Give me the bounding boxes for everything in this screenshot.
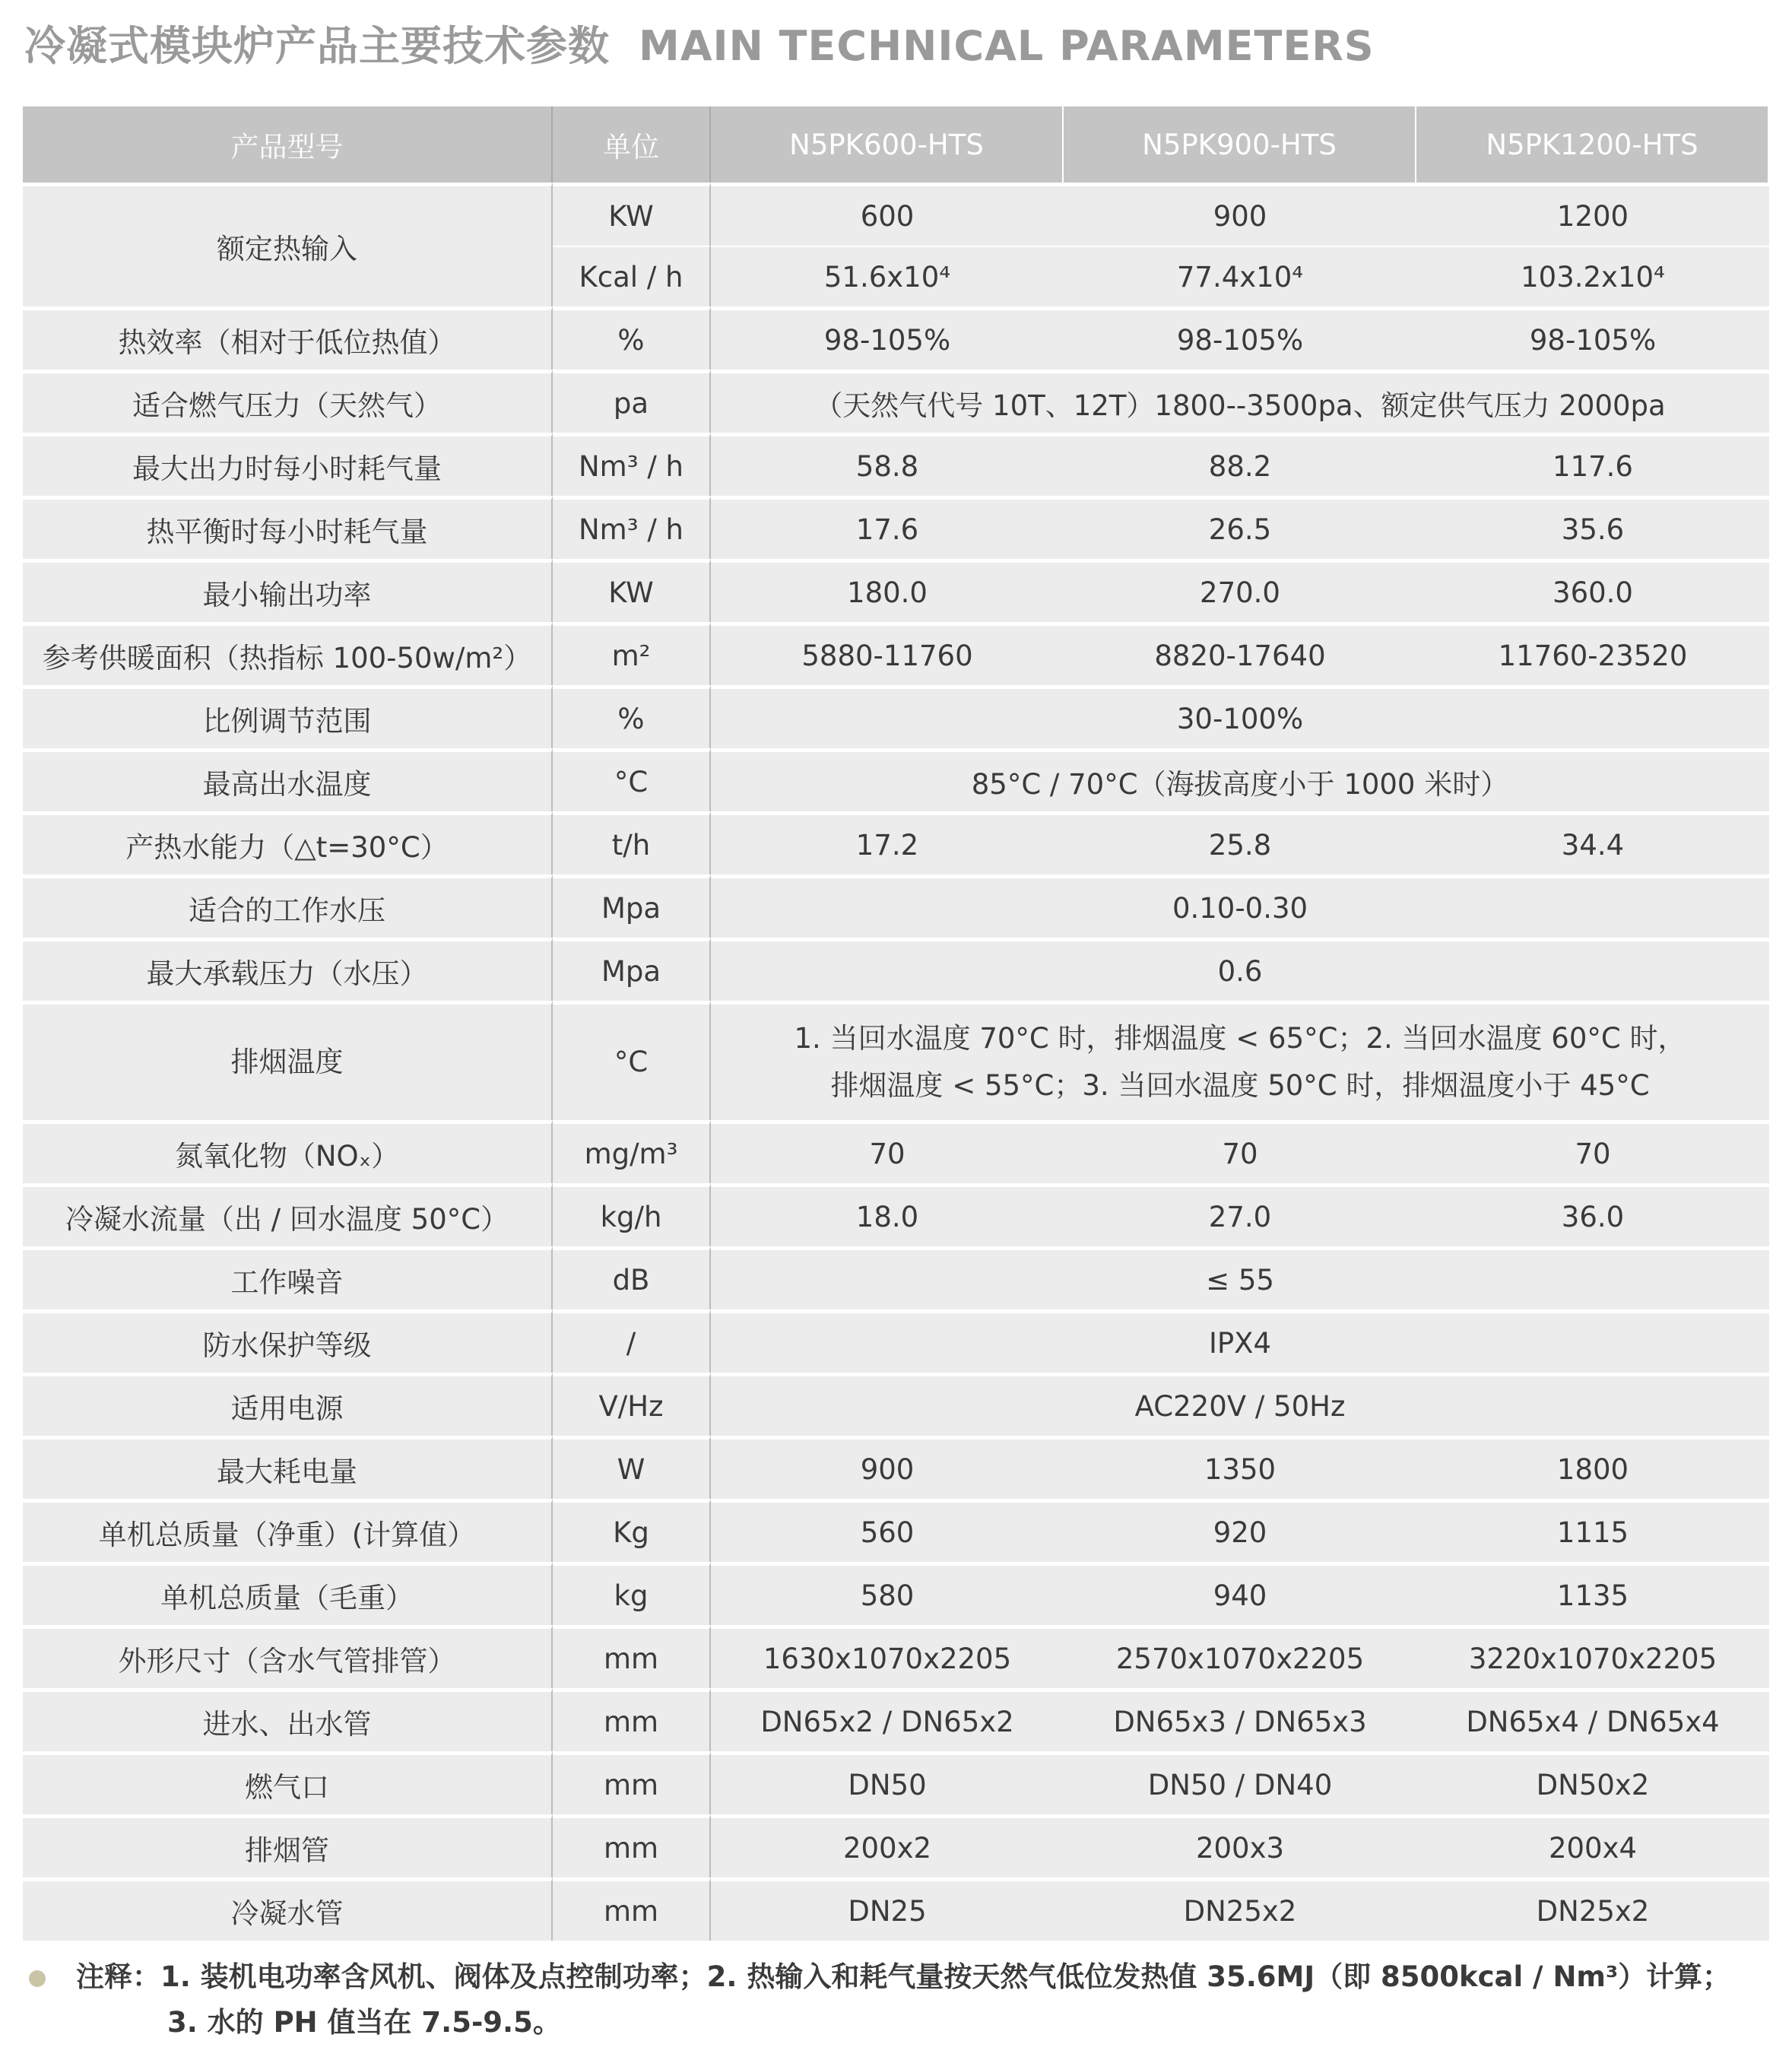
unit-cell: Kcal / h — [553, 246, 711, 306]
unit-cell: mm — [553, 1751, 711, 1814]
value-cell: 180.0 — [711, 559, 1064, 622]
unit-cell: Nm³ / h — [553, 496, 711, 559]
param-cell: 参考供暖面积（热指标 100-50w/m²） — [23, 622, 553, 685]
unit-cell: % — [553, 306, 711, 370]
param-cell: 单机总质量（净重）(计算值） — [23, 1499, 553, 1562]
merged-value-cell: 0.10-0.30 — [711, 874, 1769, 938]
value-cell: 88.2 — [1064, 433, 1416, 496]
footnote-line: 3. 水的 PH 值当在 7.5-9.5。 — [167, 2006, 561, 2039]
param-cell: 最大承载压力（水压） — [23, 938, 553, 1001]
param-cell: 进水、出水管 — [23, 1688, 553, 1751]
value-cell: 98-105% — [711, 306, 1064, 370]
merged-value-cell: 0.6 — [711, 938, 1769, 1001]
table-row — [23, 1625, 1769, 1688]
value-cell: DN25x2 — [1416, 1877, 1769, 1941]
flue-temp-line: 排烟温度 < 55°C；3. 当回水温度 50°C 时，排烟温度小于 45°C — [830, 1069, 1650, 1102]
param-cell: 排烟温度 — [23, 1001, 553, 1120]
merged-value-cell: IPX4 — [711, 1309, 1769, 1373]
unit-cell: KW — [553, 183, 711, 246]
table-row — [23, 1688, 1769, 1751]
param-cell: 冷凝水管 — [23, 1877, 553, 1941]
value-cell: DN50x2 — [1416, 1751, 1769, 1814]
table-row — [23, 748, 1769, 811]
unit-cell: Mpa — [553, 938, 711, 1001]
unit-cell: W — [553, 1436, 711, 1499]
unit-cell: °C — [553, 748, 711, 811]
table-row — [23, 1309, 1769, 1373]
table-row — [23, 1373, 1769, 1436]
param-cell: 产热水能力（△t=30°C） — [23, 811, 553, 874]
param-cell: 氮氧化物（NOₓ） — [23, 1120, 553, 1183]
value-cell: DN25 — [711, 1877, 1064, 1941]
value-cell: 1350 — [1064, 1436, 1416, 1499]
bullet-icon — [29, 1970, 46, 1987]
param-cell: 适合的工作水压 — [23, 874, 553, 938]
value-cell: 580 — [711, 1562, 1064, 1625]
unit-cell: Nm³ / h — [553, 433, 711, 496]
param-cell: 最高出水温度 — [23, 748, 553, 811]
merged-value-cell: 85°C / 70°C（海拔高度小于 1000 米时） — [711, 748, 1769, 811]
value-cell: 1115 — [1416, 1499, 1769, 1562]
param-cell: 排烟管 — [23, 1814, 553, 1877]
table-row — [23, 370, 1769, 433]
table-row — [23, 1877, 1769, 1941]
value-cell: 1630x1070x2205 — [711, 1625, 1064, 1688]
table-row — [23, 1436, 1769, 1499]
unit-cell: kg/h — [553, 1183, 711, 1246]
param-cell: 单机总质量（毛重） — [23, 1562, 553, 1625]
table-row — [23, 1183, 1769, 1246]
unit-cell: m² — [553, 622, 711, 685]
value-cell: 900 — [711, 1436, 1064, 1499]
value-cell: 560 — [711, 1499, 1064, 1562]
unit-cell: °C — [553, 1001, 711, 1120]
table-row — [23, 811, 1769, 874]
table-row — [23, 1814, 1769, 1877]
unit-cell: pa — [553, 370, 711, 433]
value-cell: 51.6x10⁴ — [711, 246, 1064, 306]
value-cell: 600 — [711, 183, 1064, 246]
table-row — [23, 183, 1769, 246]
unit-cell: V/Hz — [553, 1373, 711, 1436]
header-cell: N5PK600-HTS — [711, 106, 1064, 183]
value-cell: 900 — [1064, 183, 1416, 246]
param-cell: 最大出力时每小时耗气量 — [23, 433, 553, 496]
value-cell: DN65x2 / DN65x2 — [711, 1688, 1064, 1751]
value-cell: 1135 — [1416, 1562, 1769, 1625]
table-row — [23, 433, 1769, 496]
unit-cell: mm — [553, 1625, 711, 1688]
value-cell: 3220x1070x2205 — [1416, 1625, 1769, 1688]
value-cell: DN25x2 — [1064, 1877, 1416, 1941]
unit-cell: mg/m³ — [553, 1120, 711, 1183]
table-row — [23, 559, 1769, 622]
table-row — [23, 1120, 1769, 1183]
footnote-text: 注释：1. 装机电功率含风机、阀体及点控制功率；2. 热输入和耗气量按天然气低位发热值 35.6MJ（即 8500kcal / Nm³）计算； — [76, 1960, 1731, 1993]
unit-cell: kg — [553, 1562, 711, 1625]
footnote — [29, 1954, 1770, 2046]
unit-cell: Mpa — [553, 874, 711, 938]
merged-value-cell: 30-100% — [711, 685, 1769, 748]
param-cell: 燃气口 — [23, 1751, 553, 1814]
value-cell: 5880-11760 — [711, 622, 1064, 685]
header-cell: N5PK900-HTS — [1064, 106, 1416, 183]
table-row — [23, 685, 1769, 748]
value-cell: 200x4 — [1416, 1814, 1769, 1877]
table-row — [23, 1751, 1769, 1814]
param-cell: 适合燃气压力（天然气） — [23, 370, 553, 433]
table-row — [23, 874, 1769, 938]
value-cell: 70 — [711, 1120, 1064, 1183]
value-cell: 940 — [1064, 1562, 1416, 1625]
param-cell: 防水保护等级 — [23, 1309, 553, 1373]
value-cell: 70 — [1064, 1120, 1416, 1183]
value-cell: 34.4 — [1416, 811, 1769, 874]
table-row — [23, 1001, 1769, 1120]
page-title — [24, 14, 1375, 72]
value-cell: 270.0 — [1064, 559, 1416, 622]
value-cell: 117.6 — [1416, 433, 1769, 496]
param-cell: 最大耗电量 — [23, 1436, 553, 1499]
merged-value-cell: AC220V / 50Hz — [711, 1373, 1769, 1436]
value-cell: 58.8 — [711, 433, 1064, 496]
value-cell: 2570x1070x2205 — [1064, 1625, 1416, 1688]
value-cell: 1200 — [1416, 183, 1769, 246]
table-row — [23, 1499, 1769, 1562]
param-cell: 适用电源 — [23, 1373, 553, 1436]
title-cn: 冷凝式模块炉产品主要技术参数 — [24, 22, 610, 70]
header-cell: 单位 — [553, 106, 711, 183]
value-cell: 17.6 — [711, 496, 1064, 559]
table-row — [23, 622, 1769, 685]
value-cell: 103.2x10⁴ — [1416, 246, 1769, 306]
value-cell: 27.0 — [1064, 1183, 1416, 1246]
footnote-line — [29, 1954, 1770, 2000]
spec-table — [23, 106, 1769, 1941]
value-cell: 98-105% — [1416, 306, 1769, 370]
value-cell: 77.4x10⁴ — [1064, 246, 1416, 306]
unit-cell: dB — [553, 1246, 711, 1309]
param-cell: 额定热输入 — [23, 183, 553, 306]
value-cell: 98-105% — [1064, 306, 1416, 370]
value-cell: 35.6 — [1416, 496, 1769, 559]
value-cell: DN65x3 / DN65x3 — [1064, 1688, 1416, 1751]
value-cell: 8820-17640 — [1064, 622, 1416, 685]
unit-cell: / — [553, 1309, 711, 1373]
param-cell: 工作噪音 — [23, 1246, 553, 1309]
value-cell: 1800 — [1416, 1436, 1769, 1499]
header-cell: N5PK1200-HTS — [1416, 106, 1769, 183]
value-cell: 36.0 — [1416, 1183, 1769, 1246]
value-cell: 70 — [1416, 1120, 1769, 1183]
value-cell: DN50 / DN40 — [1064, 1751, 1416, 1814]
merged-value-cell: （天然气代号 10T、12T）1800--3500pa、额定供气压力 2000pa — [711, 370, 1769, 433]
table-row — [23, 938, 1769, 1001]
unit-cell: mm — [553, 1877, 711, 1941]
value-cell: 17.2 — [711, 811, 1064, 874]
table-row — [23, 306, 1769, 370]
param-cell: 比例调节范围 — [23, 685, 553, 748]
value-cell: 11760-23520 — [1416, 622, 1769, 685]
unit-cell: % — [553, 685, 711, 748]
header-row — [23, 106, 1769, 183]
header-cell: 产品型号 — [23, 106, 553, 183]
param-cell: 冷凝水流量（出 / 回水温度 50°C） — [23, 1183, 553, 1246]
table-row — [23, 496, 1769, 559]
table-row — [23, 1562, 1769, 1625]
unit-cell: mm — [553, 1688, 711, 1751]
unit-cell: Kg — [553, 1499, 711, 1562]
merged-value-cell: ≤ 55 — [711, 1246, 1769, 1309]
flue-temp-line: 1. 当回水温度 70°C 时，排烟温度 < 65°C；2. 当回水温度 60°C 时， — [794, 1022, 1686, 1055]
value-cell: 920 — [1064, 1499, 1416, 1562]
param-cell: 热效率（相对于低位热值） — [23, 306, 553, 370]
value-cell: 200x3 — [1064, 1814, 1416, 1877]
unit-cell: KW — [553, 559, 711, 622]
table-row — [23, 1246, 1769, 1309]
title-en: MAIN TECHNICAL PARAMETERS — [639, 22, 1375, 70]
value-cell: 360.0 — [1416, 559, 1769, 622]
value-cell: 18.0 — [711, 1183, 1064, 1246]
param-cell: 外形尺寸（含水气管排管） — [23, 1625, 553, 1688]
unit-cell: mm — [553, 1814, 711, 1877]
value-cell: 25.8 — [1064, 811, 1416, 874]
unit-cell: t/h — [553, 811, 711, 874]
param-cell: 热平衡时每小时耗气量 — [23, 496, 553, 559]
value-cell: DN65x4 / DN65x4 — [1416, 1688, 1769, 1751]
value-cell: 200x2 — [711, 1814, 1064, 1877]
value-cell: 26.5 — [1064, 496, 1416, 559]
value-cell: DN50 — [711, 1751, 1064, 1814]
param-cell: 最小输出功率 — [23, 559, 553, 622]
merged-value-cell — [711, 1001, 1769, 1120]
